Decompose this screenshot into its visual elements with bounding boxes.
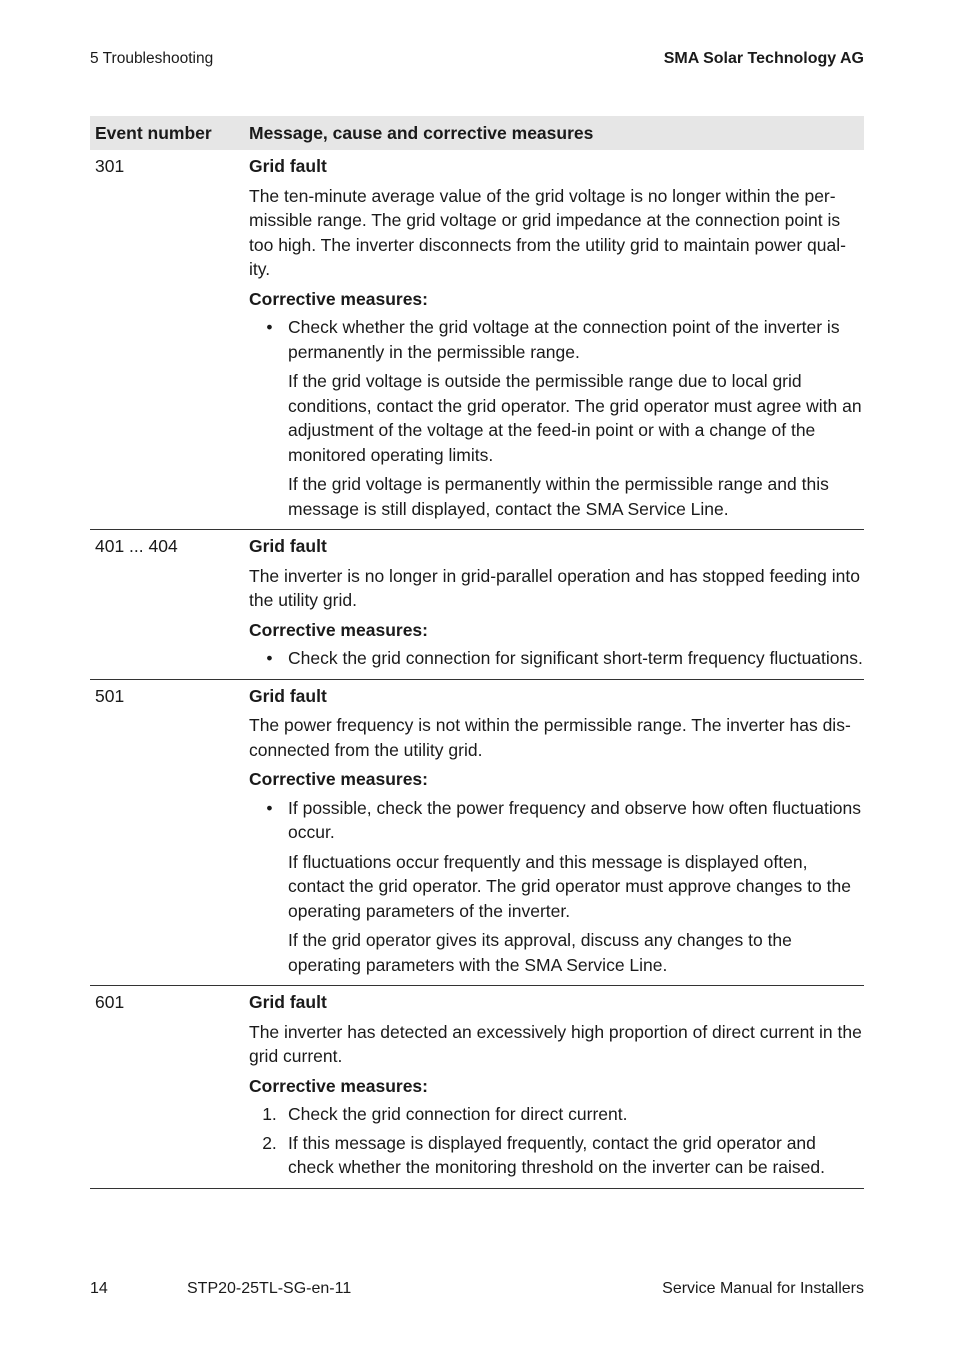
measure-paragraph: Check the grid connection for significant short-term frequency fluctuations.: [288, 648, 863, 668]
measure-paragraph: If this message is displayed frequently, contact the grid operator and check whether the monitoring threshold on the inverter can be raised.: [288, 1132, 825, 1177]
event-title: Grid fault: [249, 156, 327, 176]
page-number: 14: [90, 1280, 108, 1297]
document-id: STP20-25TL-SG-en-11: [187, 1280, 352, 1297]
measure-text: [288, 315, 864, 521]
table-header: [90, 116, 864, 150]
list-marker: •: [266, 317, 273, 337]
event-details: [249, 530, 864, 679]
manual-title: Service Manual for Installers: [662, 1280, 864, 1297]
measure-item: [249, 646, 864, 671]
corrective-measures-label: Corrective measures:: [249, 769, 428, 789]
event-details: [249, 680, 864, 986]
event-number: 501: [95, 685, 125, 706]
table-body: [90, 150, 864, 1189]
measure-item: [249, 315, 864, 521]
event-details: [249, 150, 864, 529]
table-row: [90, 986, 864, 1189]
measure-paragraph: If the grid voltage is outside the permissible range due to local grid conditions, contact the grid operator. The grid operator must agree with an adjustment of the voltage at the feed-in point or with a change of the monitored operating limits.: [288, 371, 862, 465]
measure-paragraph: Check the grid connection for direct current.: [288, 1104, 628, 1124]
corrective-measures-label: Corrective measures:: [249, 619, 428, 640]
table-row: [90, 680, 864, 987]
event-description: The inverter has detected an excessively high proportion of direct current in the grid current.: [249, 1021, 862, 1066]
section-title: 5 Troubleshooting: [90, 50, 214, 67]
company-name: SMA Solar Technology AG: [663, 50, 864, 67]
table-row: [90, 150, 864, 530]
measure-text: [288, 646, 864, 671]
corrective-measures-label: Corrective measures:: [249, 1075, 428, 1096]
event-title: Grid fault: [249, 685, 327, 706]
measure-text: [288, 1102, 864, 1127]
column-header-event-number: Event number: [95, 122, 212, 143]
measure-paragraph: If fluctuations occur frequently and this message is displayed often, contact the grid operator. The grid operator must approve changes to the operating parameters of the inverter.: [288, 851, 851, 921]
event-description: The ten-minute average value of the grid voltage is no longer within the per-missible range. The grid voltage or grid impedance at the connection point is too high. The inverter disconnects from the utility grid to maintain power qual-ity.: [249, 185, 846, 279]
list-marker: •: [266, 797, 273, 818]
event-title: Grid fault: [249, 536, 327, 556]
corrective-measures-label: Corrective measures:: [249, 288, 428, 309]
event-description: The inverter is no longer in grid-parallel operation and has stopped feeding into the utility grid.: [249, 565, 860, 610]
measure-text: [288, 796, 864, 978]
event-number: 401 ... 404: [95, 536, 178, 556]
page-footer: [90, 1280, 864, 1298]
table-row: [90, 530, 864, 680]
event-number: 601: [95, 992, 125, 1012]
list-marker: 2.: [262, 1132, 277, 1153]
measure-item: [249, 796, 864, 978]
measure-paragraph: If the grid operator gives its approval, discuss any changes to the operating parameters with the SMA Service Line.: [288, 930, 792, 975]
measure-item: [249, 1102, 864, 1127]
measure-paragraph: Check whether the grid voltage at the connection point of the inverter is permanently in the permissible range.: [288, 317, 840, 362]
event-number: 301: [95, 156, 125, 176]
list-marker: 1.: [262, 1104, 277, 1124]
list-marker: •: [266, 648, 273, 668]
event-details: [249, 986, 864, 1188]
event-description: The power frequency is not within the permissible range. The inverter has dis-connected from the utility grid.: [249, 715, 851, 760]
measure-paragraph: If the grid voltage is permanently within the permissible range and this message is still displayed, contact the SMA Service Line.: [288, 474, 829, 519]
column-header-message: Message, cause and corrective measures: [249, 122, 594, 143]
event-table: [90, 116, 864, 1189]
measure-paragraph: If possible, check the power frequency and observe how often fluctuations occur.: [288, 797, 861, 842]
measure-text: [288, 1131, 864, 1180]
event-title: Grid fault: [249, 992, 327, 1012]
measure-item: [249, 1131, 864, 1180]
page-header: [90, 50, 864, 68]
